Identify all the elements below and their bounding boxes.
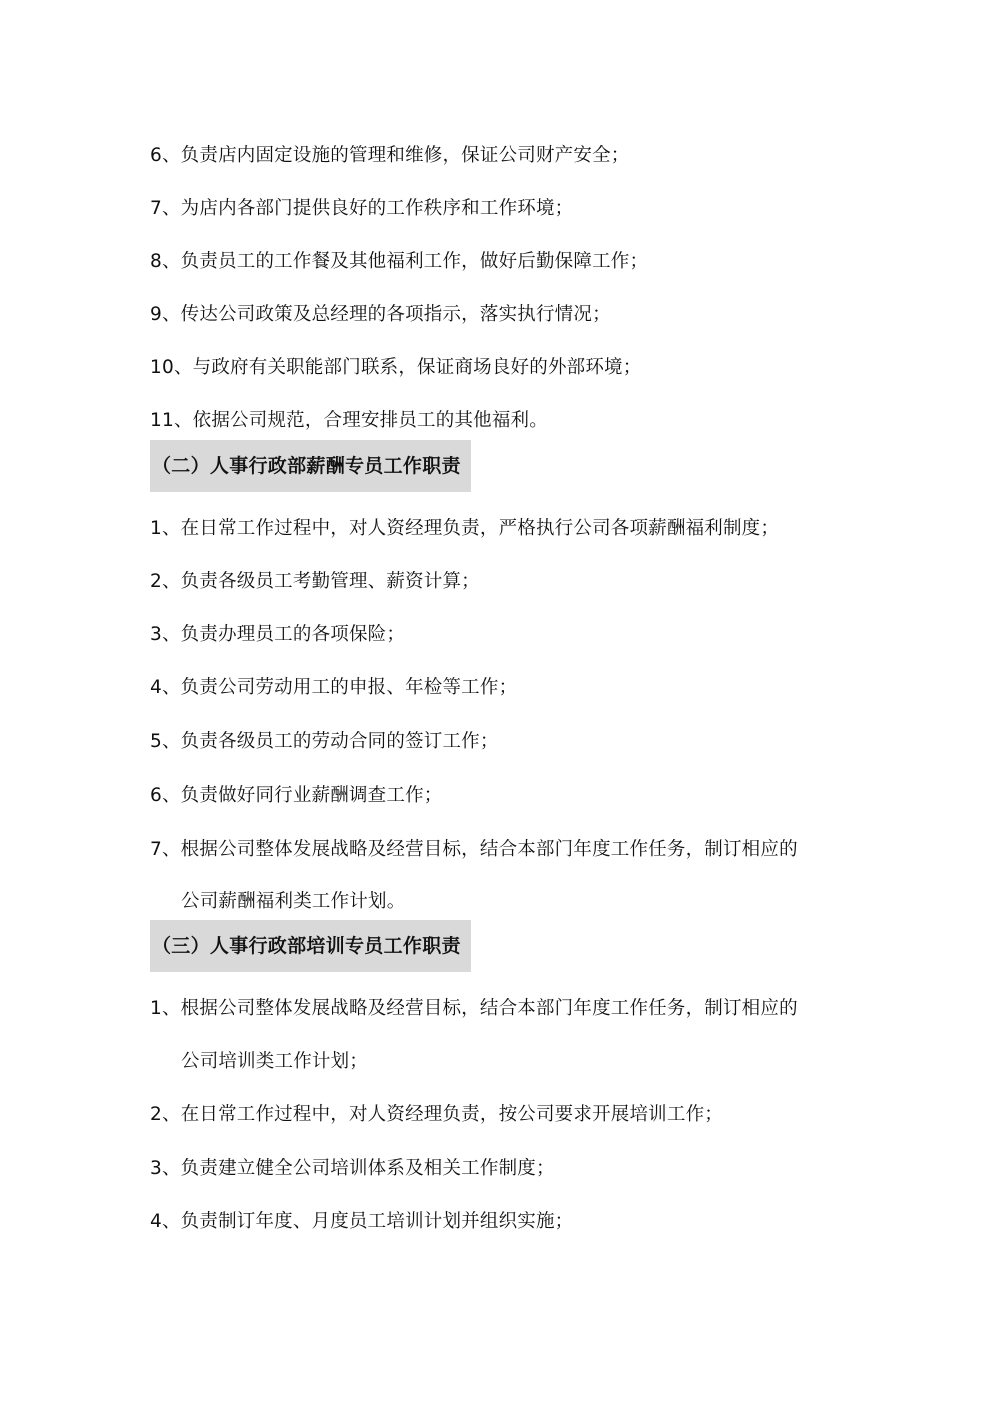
list-item: 8、负责员工的工作餐及其他福利工作，做好后勤保障工作； bbox=[150, 251, 649, 272]
list-item: 3、负责办理员工的各项保险； bbox=[150, 624, 406, 645]
list-item: 5、负责各级员工的劳动合同的签订工作； bbox=[150, 731, 499, 752]
list-item: 2、在日常工作过程中，对人资经理负责，按公司要求开展培训工作； bbox=[150, 1104, 723, 1125]
list-item-continuation: 公司培训类工作计划； bbox=[181, 1051, 369, 1072]
list-item: 7、为店内各部门提供良好的工作秩序和工作环境； bbox=[150, 198, 574, 219]
list-item: 1、在日常工作过程中，对人资经理负责，严格执行公司各项薪酬福利制度； bbox=[150, 518, 780, 539]
list-item: 1、根据公司整体发展战略及经营目标，结合本部门年度工作任务，制订相应的 bbox=[150, 998, 798, 1019]
list-item: 7、根据公司整体发展战略及经营目标，结合本部门年度工作任务，制订相应的 bbox=[150, 839, 798, 860]
list-item: 9、传达公司政策及总经理的各项指示，落实执行情况； bbox=[150, 304, 611, 325]
list-item: 11、依据公司规范，合理安排员工的其他福利。 bbox=[150, 410, 548, 431]
list-item: 4、负责制订年度、月度员工培训计划并组织实施； bbox=[150, 1211, 574, 1232]
list-item: 3、负责建立健全公司培训体系及相关工作制度； bbox=[150, 1158, 555, 1179]
list-item: 2、负责各级员工考勤管理、薪资计算； bbox=[150, 571, 480, 592]
section-heading bbox=[150, 440, 471, 492]
list-item: 10、与政府有关职能部门联系，保证商场良好的外部环境； bbox=[150, 357, 642, 378]
list-item: 6、负责做好同行业薪酬调查工作； bbox=[150, 785, 443, 806]
list-item: 6、负责店内固定设施的管理和维修，保证公司财产安全； bbox=[150, 145, 630, 166]
section-heading bbox=[150, 920, 471, 972]
list-item-continuation: 公司薪酬福利类工作计划。 bbox=[181, 891, 406, 912]
list-item: 4、负责公司劳动用工的申报、年检等工作； bbox=[150, 677, 518, 698]
section-heading-text: （三）人事行政部培训专员工作职责 bbox=[152, 935, 461, 957]
section-heading-text: （二）人事行政部薪酬专员工作职责 bbox=[152, 455, 461, 477]
